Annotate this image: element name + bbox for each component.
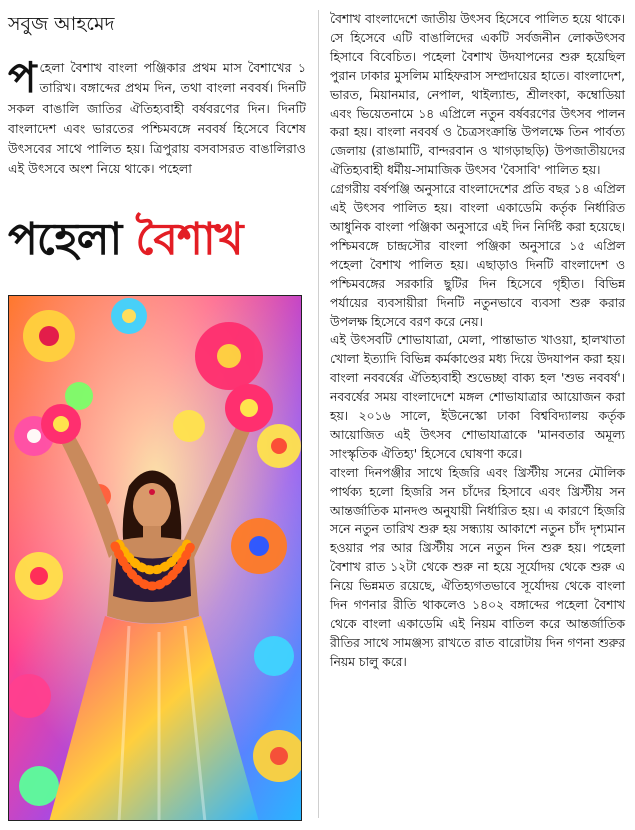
article-column-2 bbox=[330, 10, 625, 672]
column-divider bbox=[318, 10, 319, 818]
paragraph-2: গ্রেগরীয় বর্ষপঞ্জি অনুসারে বাংলাদেশের প্রতি বছর ১৪ এপ্রিল এই উৎসব পালিত হয়। বাংলা একাডেমি কর্তৃক নির্ধারিত আধুনিক বাংলা পঞ্জিকা অনুসারে এই দিন নির্দিষ্ট করা হয়েছে। পশ্চিমবঙ্গে চান্দ্রসৌর বাংলা পঞ্জিকা অনুসারে ১৫ এপ্রিল পহেলা বৈশাখ পালিত হয়। এছাড়াও দিনটি বাংলাদেশ ও পশ্চিমবঙ্গের সরকারি ছুটির দিন হিসেবে গৃহীত। বিভিন্ন পর্যায়ের ব্যবসায়ীরা দিনটি নতুনভাবে ব্যবসা শুরু করার উপলক্ষ হিসেবে বরণ করে নেয়। bbox=[330, 182, 625, 329]
festival-illustration-art bbox=[9, 296, 302, 821]
dropcap-letter: প bbox=[8, 53, 37, 102]
headline bbox=[8, 208, 308, 278]
paragraph-1: বৈশাখ বাংলাদেশে জাতীয় উৎসব হিসেবে পালিত হয়ে থাকে। সে হিসেবে এটি বাঙালিদের একটি সর্বজনীন লোকউৎসব হিসাবে বিবেচিত। পহেলা বৈশাখ উদযাপনের শুরু হয়েছিল পুরান ঢাকার মুসলিম মাহিফরাস সম্প্রদায়ের হাতে। বাংলাদেশ, ভারত, মিয়ানমার, নেপাল, থাইল্যান্ড, শ্রীলংকা, কম্বোডিয়া এবং ভিয়েতনামে ১৪ এপ্রিলে নতুন বর্ষবরণের উৎসব পালন করা হয়। বাংলা নববর্ষ ও চৈত্রসংক্রান্তি উপলক্ষে তিন পার্বত্য জেলায় (রাঙামাটি, বান্দরবান ও খাগড়াছড়ি) উপজাতীয়দের ঐতিহ্যবাহী ধর্মীয়-সামাজিক উৎসব 'বৈসাবি' পালিত হয়। bbox=[330, 12, 625, 178]
paragraph-4: বাংলা দিনপঞ্জীর সাথে হিজরি এবং খ্রিস্টীয় সনের মৌলিক পার্থক্য হলো হিজরি সন চাঁদের হিসাবে এবং খ্রিস্টীয় সন আন্তর্জাতিক মানদণ্ড অনুযায়ী নির্ধারিত হয়। এ কারণে হিজরি সনে নতুন তারিখ শুরু হয় সন্ধ্যায় আকাশে নতুন চাঁদ দৃশ্যমান হওয়ার পর আর খ্রিস্টীয় সনে নতুন দিন শুরু হয়। পহেলা বৈশাখ রাত ১২টা থেকে শুরু না হয়ে সূর্যোদয় থেকে শুরু এ নিয়ে ভিন্নমত রয়েছে, ঐতিহ্যগতভাবে সূর্যোদয় থেকে বাংলা দিন গণনার রীতি থাকলেও ১৪০২ বঙ্গাব্দের পহেলা বৈশাখ থেকে বাংলা একাডেমি এই নিয়ম বাতিল করে আন্তর্জাতিক রীতির সাথে সামঞ্জস্য রাখতে রাত বারোটায় দিন গণনা শুরুর নিয়ম চালু করে। bbox=[330, 465, 625, 669]
author-name: সবুজ আহমেদ bbox=[8, 13, 115, 35]
headline-part-2: বৈশাখ bbox=[135, 214, 243, 265]
headline-part-1: পহেলা bbox=[8, 214, 136, 265]
paragraph-3: এই উৎসবটি শোভাযাত্রা, মেলা, পান্তাভাত খাওয়া, হালখাতা খোলা ইত্যাদি বিভিন্ন কর্মকাণ্ডের মধ্য দিয়ে উদযাপন করা হয়। বাংলা নববর্ষের ঐতিহ্যবাহী শুভেচ্ছা বাক্য হল 'শুভ নববর্ষ'। নববর্ষের সময় বাংলাদেশে মঙ্গল শোভাযাত্রার আয়োজন করা হয়। ২০১৬ সালে, ইউনেস্কো ঢাকা বিশ্ববিদ্যালয় কর্তৃক আয়োজিত এই উৎসব শোভাযাত্রাকে 'মানবতার অমূল্য সাংস্কৃতিক ঐতিহ্য' হিসেবে ঘোষণা করে। bbox=[330, 333, 625, 461]
intro-paragraph bbox=[8, 53, 306, 180]
intro-text: হেলা বৈশাখ বাংলা পঞ্জিকার প্রথম মাস বৈশাখের ১ তারিখ। বঙ্গাব্দের প্রথম দিন, তথা বাংলা নববর্ষ। দিনটি সকল বাঙালি জাতির ঐতিহ্যবাহী বর্ষবরণের দিন। দিনটি বাংলাদেশ এবং ভারতের পশ্চিমবঙ্গে নববর্ষ হিসেবে বিশেষ উৎসবের সাথে পালিত হয়। ত্রিপুরায় বসবাসরত বাঙালিরাও এই উৎসবে অংশ নিয়ে থাকে। পহেলা bbox=[8, 60, 306, 177]
festival-illustration bbox=[8, 295, 302, 821]
